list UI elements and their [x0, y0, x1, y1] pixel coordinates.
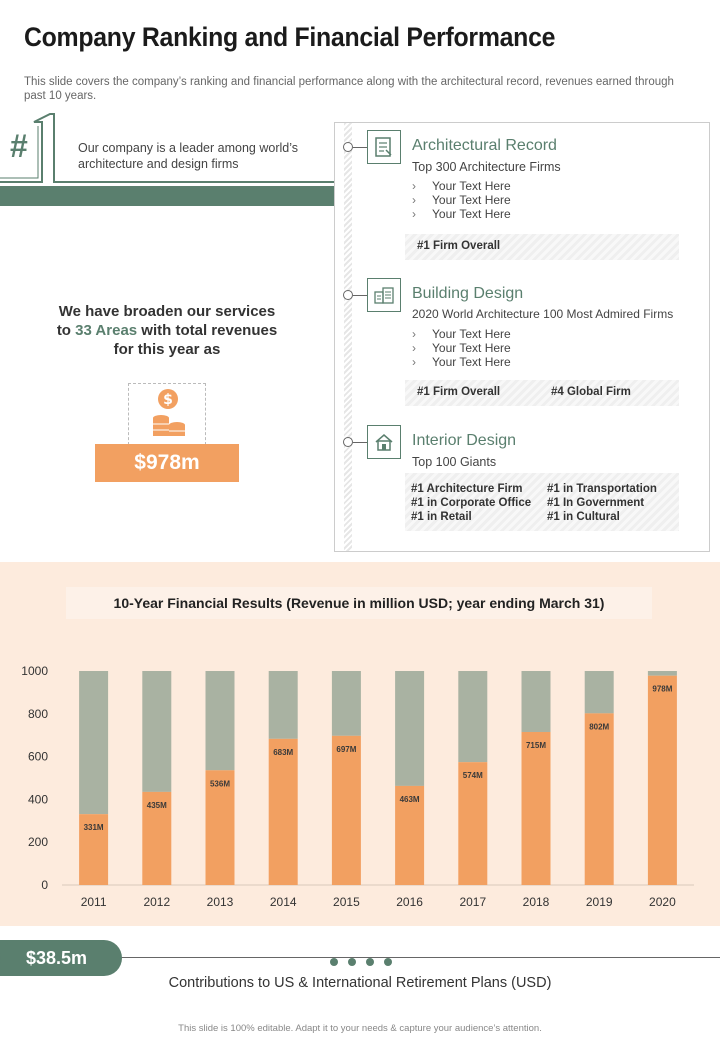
y-tick-label: 0: [41, 878, 48, 892]
list-item: › Your Text Here: [412, 207, 511, 221]
editable-note: This slide is 100% editable. Adapt it to your needs & capture your audience’s attention.: [178, 1023, 542, 1034]
bar-remainder-2015: [332, 671, 361, 736]
bar-remainder-2013: [206, 671, 235, 770]
retirement-caption: Contributions to US & International Retirement Plans (USD): [168, 975, 552, 991]
building-icon: [367, 278, 401, 312]
x-tick-label: 2018: [522, 895, 550, 909]
ranking-tag: #1 in Cultural: [547, 511, 620, 523]
data-label-2013: 536M: [209, 779, 231, 789]
x-tick-label: 2014: [269, 895, 297, 909]
timeline-connector: [353, 147, 367, 148]
data-label-2017: 574M: [462, 771, 483, 781]
ranking-tag: #4 Global Firm: [551, 386, 631, 398]
section-subtitle: 2020 World Architecture 100 Most Admired Firms: [412, 307, 674, 321]
services-line-2-prefix: to: [56, 322, 76, 339]
services-statement: [20, 302, 314, 359]
data-label-2011: 331M: [83, 823, 104, 833]
y-tick-label: 200: [27, 835, 48, 850]
list-item: › Your Text Here: [412, 327, 511, 341]
ranking-tag: #1 Architecture Firm: [411, 483, 523, 495]
x-tick-label: 2013: [206, 895, 234, 909]
bar-remainder-2020: [648, 671, 677, 676]
services-line-3: for this year as: [113, 341, 221, 358]
ranking-tag: #1 in Corporate Office: [411, 497, 532, 509]
timeline-node: [343, 142, 353, 152]
bar-revenue-2020: [648, 676, 677, 885]
bar-remainder-2018: [522, 671, 551, 732]
data-label-2019: 802M: [589, 722, 610, 732]
timeline-connector: [353, 442, 367, 443]
chart-title: 10-Year Financial Results (Revenue in million USD; year ending March 31): [66, 587, 652, 619]
rankings-panel: [334, 122, 710, 552]
data-label-2015: 697M: [336, 744, 357, 754]
x-tick-label: 2012: [143, 895, 171, 909]
revenue-total-badge: $978m: [95, 444, 239, 482]
data-label-2020: 978M: [652, 684, 673, 694]
bar-remainder-2019: [585, 671, 614, 713]
bar-remainder-2012: [142, 671, 171, 792]
x-tick-label: 2011: [80, 895, 107, 909]
timeline-connector: [353, 295, 367, 296]
tag-bar: [405, 234, 679, 260]
section-title-interior-design: Interior Design: [412, 432, 517, 449]
x-tick-label: 2020: [649, 895, 676, 909]
svg-text:$: $: [163, 392, 173, 408]
y-tick-label: 600: [27, 749, 48, 764]
list-item: › Your Text Here: [412, 193, 511, 207]
bar-remainder-2011: [79, 671, 108, 814]
house-icon: [367, 425, 401, 459]
x-tick-label: 2016: [396, 895, 423, 909]
page-title: Company Ranking and Financial Performance: [24, 22, 556, 52]
timeline-node: [343, 437, 353, 447]
panel-stripe: [344, 123, 352, 551]
bar-revenue-2017: [458, 762, 487, 885]
document-icon: [367, 130, 401, 164]
data-label-2016: 463M: [399, 794, 420, 804]
list-item: › Your Text Here: [412, 179, 511, 193]
bar-revenue-2015: [332, 736, 361, 885]
footer-divider: [120, 957, 720, 958]
list-item: › Your Text Here: [412, 355, 511, 369]
retirement-amount-badge: $38.5m: [0, 940, 122, 976]
ranking-tag: #1 Firm Overall: [417, 240, 501, 252]
ranking-tag-grid: [405, 473, 679, 531]
bar-remainder-2016: [395, 671, 424, 786]
ranking-tag: #1 In Government: [547, 497, 645, 509]
services-line-1: We have broaden our services: [58, 303, 276, 320]
y-tick-label: 1000: [21, 664, 48, 678]
section-title-architectural-record: Architectural Record: [412, 137, 557, 154]
dollar-coins-icon: [150, 388, 186, 442]
services-line-2: [20, 321, 314, 340]
x-tick-label: 2017: [459, 895, 487, 909]
bar-revenue-2019: [585, 713, 614, 885]
x-tick-label: 2019: [585, 895, 613, 909]
y-tick-label: 400: [27, 792, 48, 807]
section-subtitle: Top 100 Giants: [412, 455, 497, 469]
bar-remainder-2014: [269, 671, 298, 739]
list-item: › Your Text Here: [412, 341, 511, 355]
y-tick-label: 800: [27, 706, 48, 721]
services-line-2-suffix: with total revenues: [137, 322, 278, 339]
tag-bar: [405, 380, 679, 406]
bar-revenue-2014: [269, 739, 298, 885]
bar-revenue-2018: [522, 732, 551, 885]
data-label-2014: 683M: [273, 747, 294, 757]
revenue-bar-chart: [0, 650, 720, 920]
ranking-tag: #1 in Transportation: [547, 483, 657, 495]
bar-remainder-2017: [458, 671, 487, 762]
x-tick-label: 2015: [333, 895, 360, 909]
section-title-building-design: Building Design: [412, 285, 524, 302]
data-label-2012: 435M: [146, 800, 167, 810]
timeline-node: [343, 290, 353, 300]
rank-divider-bar: [0, 186, 334, 206]
section-subtitle: Top 300 Architecture Firms: [412, 160, 561, 174]
data-label-2018: 715M: [525, 740, 547, 750]
ranking-tag: #1 in Retail: [411, 511, 472, 523]
rank-hash-symbol: #: [10, 128, 28, 164]
ranking-tag: #1 Firm Overall: [417, 386, 501, 398]
rank-text: Our company is a leader among world’s architecture and design firms: [78, 141, 299, 171]
page-subtitle: This slide covers the company’s ranking and financial performance along with the architectural record, revenues earned through past 10 years.: [24, 76, 674, 102]
services-areas-highlight: 33 Areas: [75, 322, 138, 339]
decorative-dots: [330, 953, 402, 971]
